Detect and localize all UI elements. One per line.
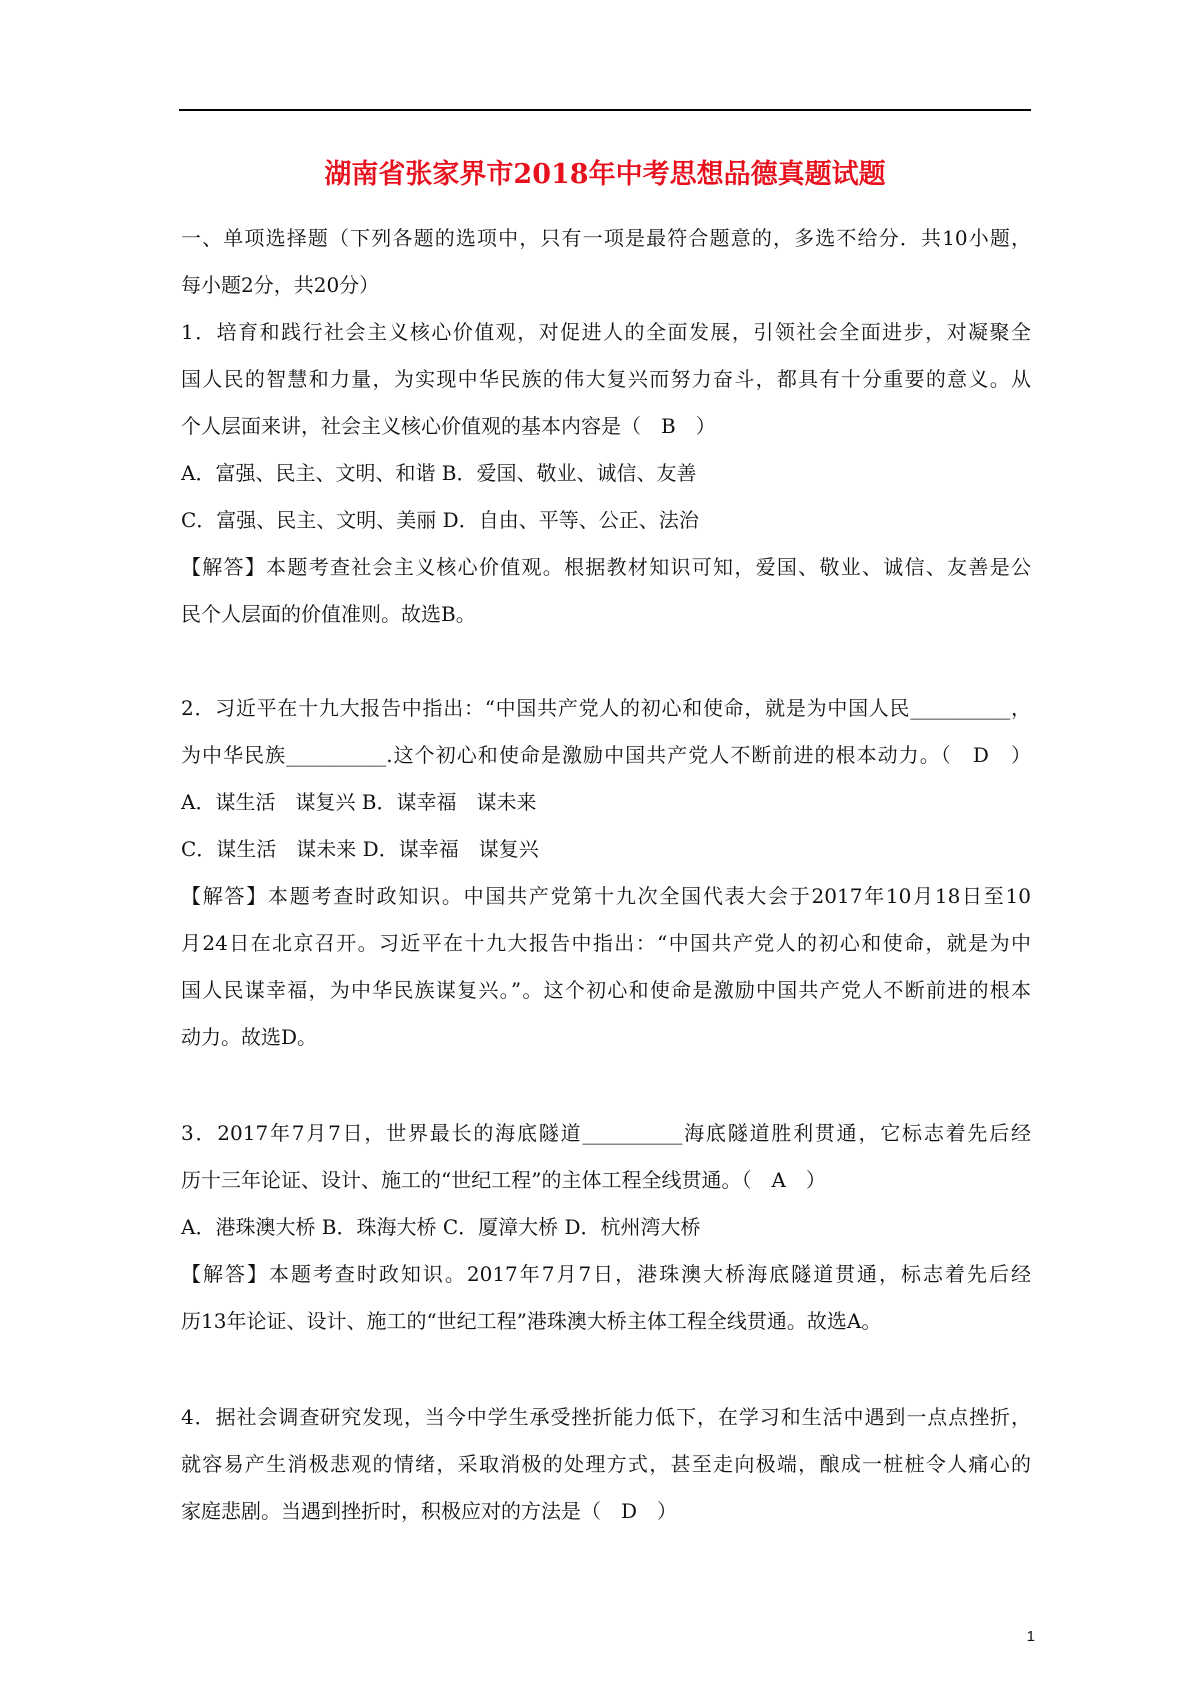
question-2-options: A．谋生活 谋复兴 B．谋幸福 谋未来 bbox=[181, 790, 537, 814]
paragraph-gap bbox=[181, 1061, 1031, 1110]
question-1-options: C．富强、民主、文明、美丽 D．自由、平等、公正、法治 bbox=[181, 508, 699, 532]
question-3-analysis: 历13年论证、设计、施工的“世纪工程”港珠澳大桥主体工程全线贯通。故选A。 bbox=[181, 1309, 882, 1333]
question-4-stem-line: 4．据社会调查研究发现，当今中学生承受挫折能力低下，在学习和生活中遇到一点点挫折， bbox=[181, 1405, 1031, 1429]
question-2-stem-line: 为中华民族__________.这个初心和使命是激励中国共产党人不断前进的根本动力。（ D ） bbox=[181, 743, 1031, 767]
question-2-analysis: 动力。故选D。 bbox=[181, 1025, 318, 1049]
question-3-options: A．港珠澳大桥 B．珠海大桥 C．厦漳大桥 D．杭州湾大桥 bbox=[181, 1215, 701, 1239]
question-2-analysis: 【解答】本题考查时政知识。中国共产党第十九次全国代表大会于2017年10月18日至10 bbox=[181, 884, 1031, 908]
page-number: 1 bbox=[1026, 1628, 1035, 1645]
question-4-stem-line: 就容易产生消极悲观的情绪，采取消极的处理方式，甚至走向极端，酿成一桩桩令人痛心的 bbox=[181, 1452, 1031, 1476]
header-rule bbox=[179, 109, 1031, 111]
section-heading-line: 一、单项选择题（下列各题的选项中，只有一项是最符合题意的，多选不给分．共10小题， bbox=[181, 226, 1031, 250]
section-heading-line: 每小题2分，共20分） bbox=[181, 273, 380, 297]
document-title: 湖南省张家界市2018年中考思想品德真题试题 bbox=[324, 159, 886, 190]
question-1-options: A．富强、民主、文明、和谐 B．爱国、敬业、诚信、友善 bbox=[181, 461, 697, 485]
paragraph-gap bbox=[181, 1345, 1031, 1394]
paragraph-gap bbox=[181, 638, 1031, 685]
question-4-stem-line: 家庭悲剧。当遇到挫折时，积极应对的方法是（ D ） bbox=[181, 1499, 678, 1523]
question-1-stem-line: 个人层面来讲，社会主义核心价值观的基本内容是（ B ） bbox=[181, 414, 716, 438]
question-3-stem-line: 历十三年论证、设计、施工的“世纪工程”的主体工程全线贯通。（ A ） bbox=[181, 1168, 826, 1192]
question-1-analysis: 【解答】本题考查社会主义核心价值观。根据教材知识可知，爱国、敬业、诚信、友善是公 bbox=[181, 555, 1031, 579]
question-2-stem-line: 2．习近平在十九大报告中指出：“中国共产党人的初心和使命，就是为中国人民__________， bbox=[181, 696, 1031, 720]
question-1-stem-line: 国人民的智慧和力量，为实现中华民族的伟大复兴而努力奋斗，都具有十分重要的意义。从 bbox=[181, 367, 1031, 391]
question-3-stem-line: 3．2017年7月7日，世界最长的海底隧道__________海底隧道胜利贯通，它标志着先后经 bbox=[181, 1121, 1031, 1145]
question-3-analysis: 【解答】本题考查时政知识。2017年7月7日，港珠澳大桥海底隧道贯通，标志着先后经 bbox=[181, 1262, 1031, 1286]
question-1-stem-line: 1．培育和践行社会主义核心价值观，对促进人的全面发展，引领社会全面进步，对凝聚全 bbox=[181, 320, 1031, 344]
question-2-analysis: 国人民谋幸福，为中华民族谋复兴。”。这个初心和使命是激励中国共产党人不断前进的根本 bbox=[181, 978, 1031, 1002]
question-1-analysis: 民个人层面的价值准则。故选B。 bbox=[181, 602, 476, 626]
question-2-options: C．谋生活 谋未来 D．谋幸福 谋复兴 bbox=[181, 837, 539, 861]
document-body bbox=[181, 215, 1031, 1535]
question-2-analysis: 月24日在北京召开。习近平在十九大报告中指出：“中国共产党人的初心和使命，就是为中 bbox=[181, 931, 1031, 955]
